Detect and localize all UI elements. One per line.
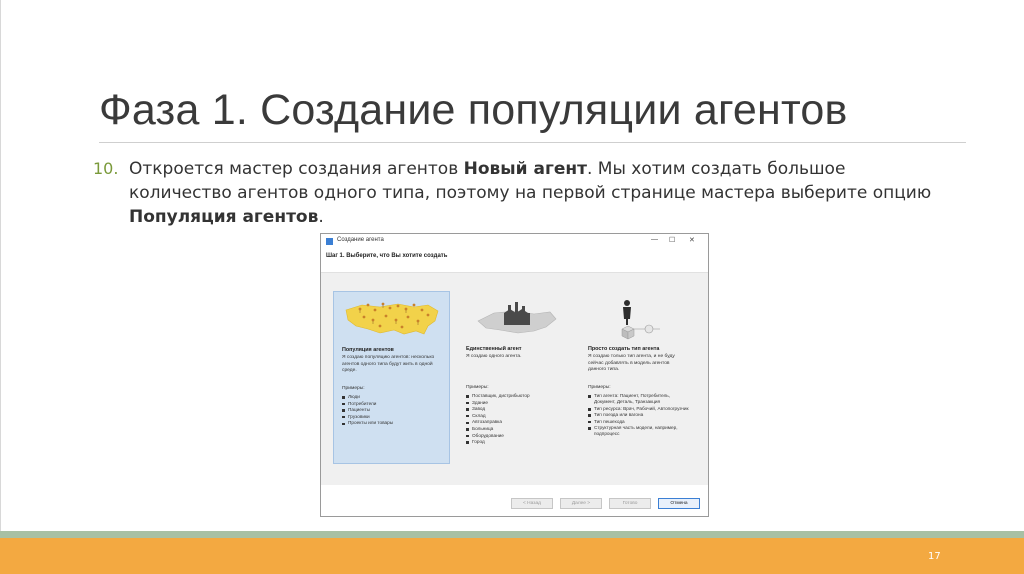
option-agent-type[interactable] [580, 291, 697, 464]
list-item: Тип поезда или вагона [588, 412, 692, 418]
para-text-2: . Мы хотим создать большое количество агентов одного типа, поэтому на первой странице мастера выберите опцию [129, 159, 932, 203]
footer-bar [0, 538, 1024, 574]
list-item: Тип пешехода [588, 419, 692, 425]
option-description: Я создаю только тип агента, и не буду сейчас добавлять в модель агентов данного типа. [588, 354, 675, 373]
wizard-window [320, 233, 709, 517]
list-item: Здание [466, 400, 570, 407]
app-icon [326, 238, 333, 245]
wizard-step-heading: Шаг 1. Выберите, что Вы хотите создать [326, 253, 448, 259]
factory-map-icon [464, 295, 568, 341]
list-item: Тип агента: Пациент, Потребитель, Документ, Деталь, Транзакция [588, 393, 692, 406]
title-divider [99, 142, 966, 143]
paragraph-text [129, 157, 949, 229]
minimize-button[interactable]: — [651, 236, 658, 243]
examples-list [466, 393, 570, 446]
para-bold-new-agent: Новый агент [463, 159, 587, 179]
list-item: Больница [466, 426, 570, 433]
para-text-3: . [318, 207, 324, 227]
list-item: Автозаправка [466, 419, 570, 426]
wizard-body [321, 273, 708, 485]
footer-accent-bar [0, 531, 1024, 538]
page-number: 17 [928, 551, 941, 562]
examples-list [588, 393, 692, 438]
cancel-button[interactable]: Отмена [658, 498, 700, 509]
option-single-agent[interactable] [458, 291, 575, 464]
examples-label: Примеры: [342, 386, 365, 391]
para-bold-population: Популяция агентов [129, 207, 319, 227]
window-title: Создание агента [337, 237, 384, 243]
next-button[interactable]: Далее > [560, 498, 602, 509]
list-item: Пациенты [342, 407, 446, 414]
option-description: Я создаю популяцию агентов: несколько агентов одного типа будут жить в одной среде. [342, 355, 435, 374]
list-item: Люди [342, 394, 446, 401]
close-button[interactable]: ✕ [689, 237, 695, 244]
slide-title: Фаза 1. Создание популяции агентов [99, 86, 848, 134]
option-heading: Единственный агент [466, 346, 522, 352]
list-item: Потребители [342, 401, 446, 408]
list-item: Город [466, 439, 570, 446]
option-heading: Популяция агентов [342, 347, 394, 353]
list-item: Поставщик, дистрибьютор [466, 393, 570, 400]
list-item: Оборудование [466, 433, 570, 440]
list-item: Склад [466, 413, 570, 420]
list-item: Грузовики [342, 414, 446, 421]
list-item: Тип ресурса: Врач, Рабочий, Автопогрузчик [588, 406, 692, 412]
para-text-1: Откроется мастер создания агентов [129, 159, 464, 179]
option-heading: Просто создать тип агента [588, 346, 660, 352]
window-titlebar [321, 234, 708, 248]
option-description: Я создаю одного агента. [466, 354, 522, 359]
back-button[interactable]: < Назад [511, 498, 553, 509]
list-number: 10. [93, 159, 119, 178]
examples-label: Примеры: [466, 385, 489, 390]
list-item: Структурная часть модели, например, подпроцесс [588, 425, 692, 438]
maximize-button[interactable]: ☐ [669, 237, 676, 244]
list-item: Завод [466, 406, 570, 413]
agent-type-icon [586, 295, 690, 341]
examples-list [342, 394, 446, 427]
population-map-icon [340, 296, 444, 342]
examples-label: Примеры: [588, 385, 611, 390]
list-item: Проекты или товары [342, 420, 446, 427]
option-agent-population[interactable] [333, 291, 450, 464]
finish-button[interactable]: Готово [609, 498, 651, 509]
